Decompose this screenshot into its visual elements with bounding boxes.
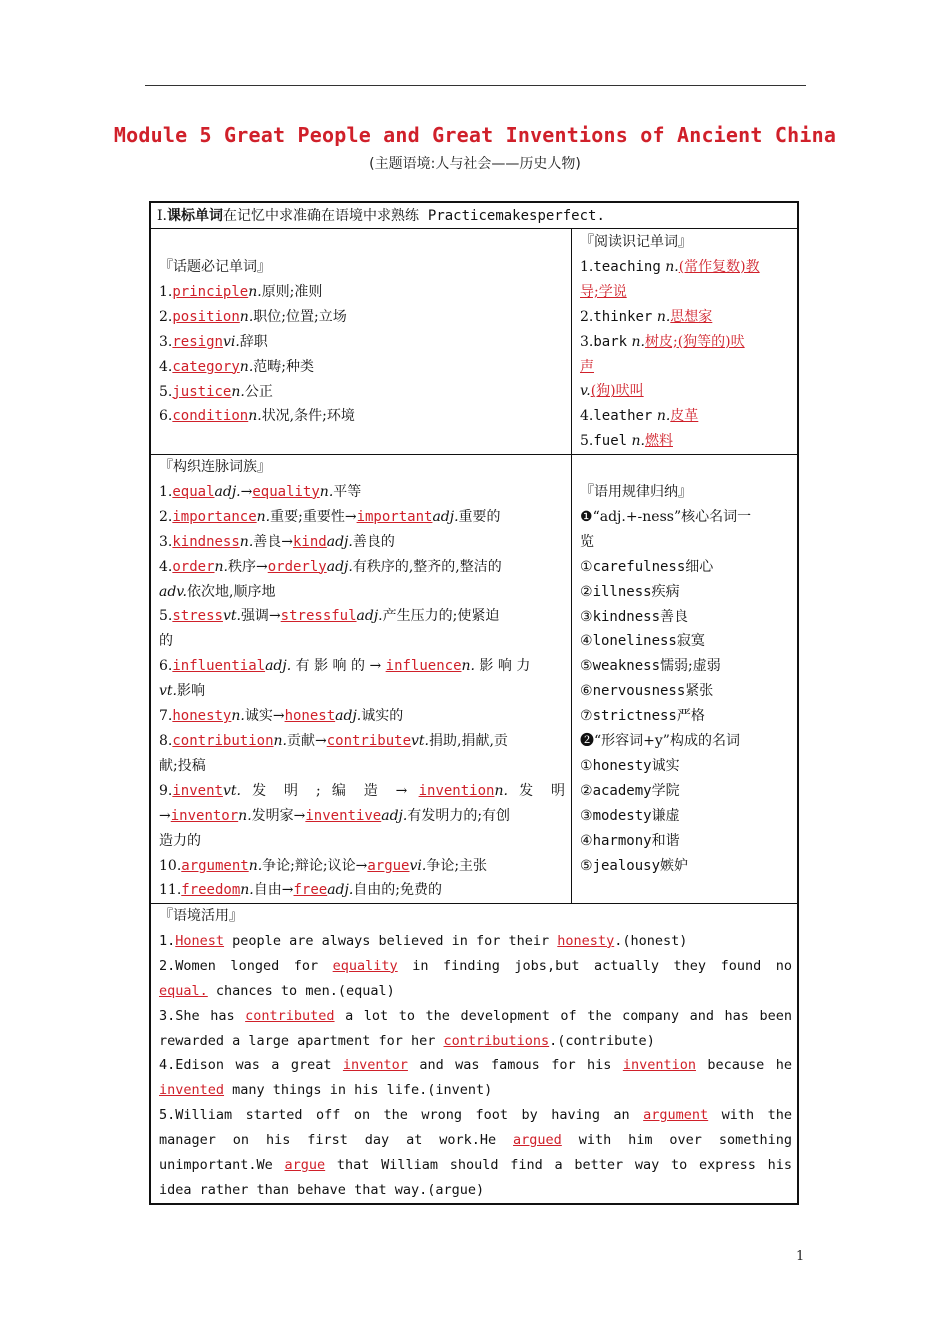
answer-word: importance [172,508,257,525]
answer-word: stressful [280,608,357,625]
list-item: ⑤jealousy嫉妒 [580,857,688,874]
rule-group-title-continued: 览 [580,533,594,550]
exercise-sentence-continued: unimportant.We argue that William should find a better way to express his [159,1157,792,1174]
answer-word: category [172,358,240,375]
answer-word: honest [284,708,336,725]
usage-rules-section [580,480,794,879]
list-item: 9.inventvt. 发 明 ; 编 造 → inventionn. 发 明 [159,782,565,799]
exercise-sentence-continued: equal. chances to men.(equal) [159,982,395,999]
answer-word: influential [172,658,266,675]
list-item: ①honesty诚实 [580,757,680,774]
list-item: 10.argumentn.争论;辩论;议论→arguevi.争论;主张 [159,857,488,874]
answer-word: influence [385,658,462,675]
page-number: 1 [796,1249,805,1264]
list-item: 2.importancen.重要;重要性→importantadj.重要的 [159,508,501,525]
answer-word: invented [159,1082,225,1099]
answer-word: equality [252,483,320,500]
answer-word: argue [367,857,410,874]
answer-word: argument [181,857,249,874]
answer-word: argued [513,1132,562,1149]
list-item: 7.honestyn.诚实→honestadj.诚实的 [159,708,404,725]
exercise-sentence-continued: invented many things in his life.(invent) [159,1082,493,1099]
answer-word: equality [332,957,398,974]
list-item-continued: →inventorn.发明家→inventiveadj.有发明力的;有创 [159,807,511,824]
list-item-continued: adv.依次地,顺序地 [159,583,276,600]
list-item: 5.stressvt.强调→stressfuladj.产生压力的;使紧迫 [159,608,500,625]
answer-word: inventor [170,807,239,824]
answer-word: position [172,308,240,325]
reading-heading: 『阅读识记单词』 [580,234,692,250]
answer-word: contributions [443,1032,550,1049]
list-item: 6.influentialadj. 有 影 响 的 → influencen. 影 响 力 [159,658,531,675]
answer-word: contribute [326,732,412,749]
answer-word: equal. [159,982,208,999]
answer-word: contributed [245,1007,335,1024]
list-item-continued: 造力的 [159,832,201,849]
context-practice-section [159,904,792,1203]
answer-word: honesty [172,708,232,725]
list-item: 5.justicen.公正 [159,383,273,400]
list-item: 1.principlen.原则;准则 [159,283,323,300]
answer-word: Honest [175,932,225,949]
list-item: 3.kindnessn.善良→kindadj.善良的 [159,533,395,550]
answer-word: inventor [342,1057,408,1074]
list-item: ①carefulness细心 [580,558,714,575]
answer-word: orderly [267,558,327,575]
list-item-continued [580,280,794,305]
list-item: ④harmony和谐 [580,832,680,849]
answer-word: invent [172,782,223,799]
bullet-icon: ❷ [580,733,594,750]
list-item: 2.positionn.职位;位置;立场 [159,308,347,325]
answer-word: inventive [305,807,382,824]
answer-word: contribution [172,732,274,749]
exercise-sentence-continued: rewarded a large apartment for her contributions.(contribute) [159,1032,655,1049]
page-title: Module 5 Great People and Great Inventions of Ancient China [113,123,837,147]
word-family-section [159,455,565,903]
list-item-continued: 献;投稿 [159,757,206,774]
context-heading: 『语境活用』 [159,908,243,924]
answer-word: 导;学说 [580,283,627,300]
exercise-sentence: 5.William started off on the wrong foot by having an argument with the [159,1107,792,1124]
answer-word: 燃料 [645,433,673,450]
rule-group-title: ❷“形容词+y”构成的名词 [580,733,740,750]
list-item: 3.resignvi.辞职 [159,333,268,350]
exercise-sentence: 4.Edison was a great inventor and was famous for his invention because he [159,1057,792,1074]
answer-word: important [356,508,433,525]
topic-heading: 『话题必记单词』 [159,259,271,275]
list-item: ⑥nervousness紧张 [580,683,714,700]
list-item: ③modesty谦虚 [580,807,680,824]
answer-word: argument [643,1107,709,1124]
reading-words-section [580,230,794,454]
answer-word: invention [418,782,495,799]
list-item: ②illness疾病 [580,583,680,600]
list-item: 11.freedomn.自由→freeadj.自由的;免费的 [159,882,443,899]
list-item-continued [580,355,794,380]
answer-word: principle [172,283,249,300]
answer-word: equal [172,483,215,500]
answer-word: free [293,882,328,899]
answer-word: stress [172,608,223,625]
section-motto-en: Practicemakesperfect. [427,208,605,224]
answer-word: invention [622,1057,696,1074]
list-item: 2.thinker n.思想家 [580,308,713,325]
answer-word: 声 [580,358,594,375]
family-heading: 『构织连脉词族』 [159,459,271,475]
vocabulary-table [149,201,799,1205]
list-item-continued: vt.影响 [159,683,205,700]
answer-word: condition [172,408,249,425]
list-item: 1.equaladj.→equalityn.平等 [159,483,362,500]
rule-group-title: ❶“adj.+-ness”核心名词一 [580,508,752,525]
answer-word: 皮革 [670,408,699,425]
answer-word: (常作复数)教 [678,258,760,275]
exercise-sentence-continued: idea rather than behave that way.(argue) [159,1181,485,1198]
list-item-continued: 的 [159,633,173,650]
page-subtitle: (主题语境:人与社会——历史人物) [369,156,581,172]
bullet-icon: ❶ [580,508,593,525]
exercise-sentence: 2.Women longed for equality in finding jobs,but actually they found no [159,957,792,974]
exercise-sentence: 3.She has contributed a lot to the development of the company and has been [159,1007,792,1024]
answer-word: argue [284,1157,326,1174]
list-item: 4.ordern.秩序→orderlyadj.有秩序的,整齐的,整洁的 [159,558,502,575]
list-item: 4.categoryn.范畴;种类 [159,358,314,375]
answer-word: 思想家 [670,308,713,325]
answer-word: 树皮;(狗等的)吠 [645,333,745,350]
section-header [157,204,793,229]
list-item: 3.bark n.树皮;(狗等的)吠 [580,333,745,350]
answer-word: justice [172,383,232,400]
answer-word: freedom [181,882,241,899]
list-item: 4.leather n.皮革 [580,408,699,425]
list-item: 6.conditionn.状况,条件;环境 [159,408,355,425]
answer-word: (狗)吠叫 [590,383,644,400]
exercise-sentence: 1.Honest people are always believed in for their honesty.(honest) [159,932,688,949]
answer-word: kindness [172,533,240,550]
column-divider [571,228,572,903]
topic-words-section [159,255,567,429]
list-item: 1.teaching n.(常作复数)教 [580,258,760,275]
list-item: 8.contributionn.贡献→contributevt.捐助,捐献,贡 [159,732,508,749]
section-motto: 在记忆中求准确在语境中求熟练 [222,208,419,224]
list-item: ⑤weakness懦弱;虚弱 [580,658,721,675]
list-item: ④loneliness寂寞 [580,633,705,650]
exercise-sentence-continued: manager on his first day at work.He argued with him over something [159,1132,792,1149]
section-title: 课标单词 [166,208,223,224]
answer-word: order [172,558,215,575]
rules-heading: 『语用规律归纳』 [580,484,692,500]
answer-word: resign [172,333,223,350]
list-item: 5.fuel n.燃料 [580,433,673,450]
answer-word: honesty [557,932,615,949]
top-rule [145,85,806,86]
answer-word: kind [293,533,327,550]
list-item: ③kindness善良 [580,608,688,625]
section-number: Ⅰ. [157,208,167,224]
list-item-continued: v.(狗)吠叫 [580,383,644,400]
list-item: ②academy学院 [580,782,680,799]
list-item: ⑦strictness严格 [580,708,705,725]
